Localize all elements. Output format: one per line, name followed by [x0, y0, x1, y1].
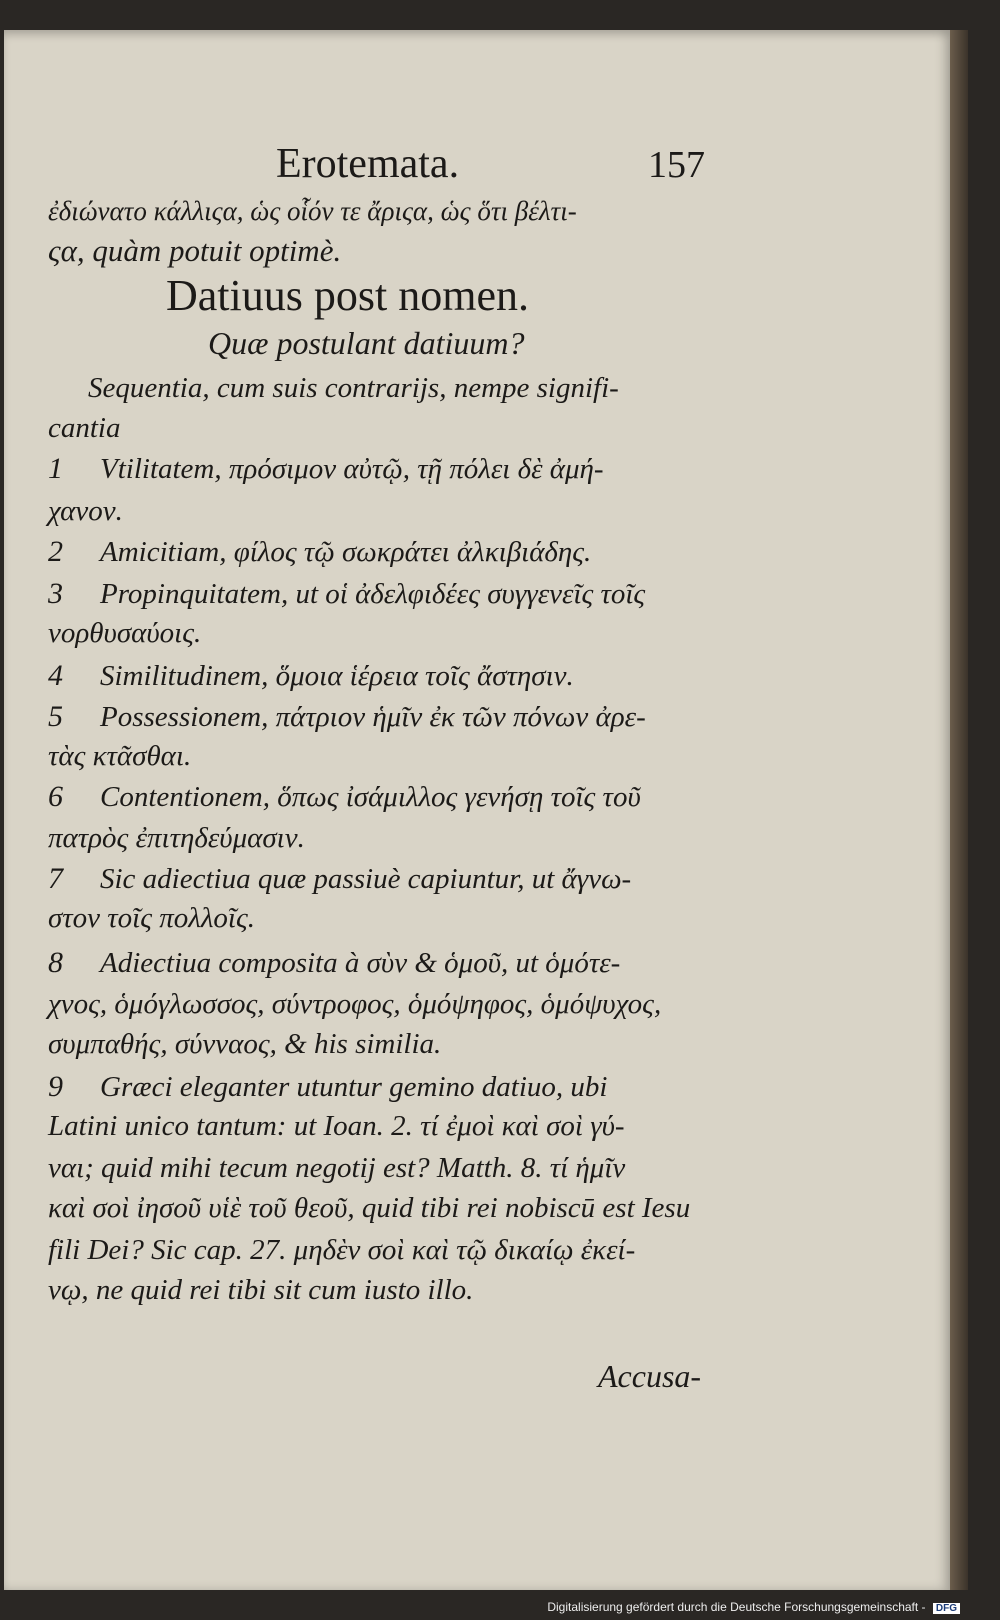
body-line	[48, 946, 620, 980]
body-line	[48, 1070, 607, 1104]
body-line	[48, 659, 574, 693]
body-line	[48, 577, 645, 611]
body-line	[48, 495, 123, 528]
body-line	[48, 988, 661, 1021]
body-line	[48, 617, 201, 650]
footer-credit	[547, 1600, 960, 1614]
item-number: 2	[48, 535, 63, 568]
running-header: Erotemata.	[276, 141, 460, 187]
page-edge	[950, 30, 968, 1590]
item-number: 8	[48, 946, 63, 979]
body-line-text: Similitudinem, ὅμοια ἱέρεια τοῖς ἄστησιν.	[100, 660, 574, 692]
body-line-text: νῳ, ne quid rei tibi sit cum iusto illo.	[48, 1274, 474, 1306]
body-line	[48, 1152, 625, 1185]
body-line-text: χνος, ὁμόγλωσσος, σύντροφος, ὁμόψηφος, ὁμόψυχος,	[48, 988, 662, 1020]
text-line: ςα, quàm potuit optimè.	[48, 233, 342, 268]
body-line	[48, 1028, 441, 1061]
item-number: 7	[48, 862, 63, 895]
body-line-text: πατρὸς ἐπιτηδεύμασιν.	[48, 822, 305, 854]
body-line-text: cantia	[48, 412, 121, 444]
body-line	[48, 740, 191, 773]
body-line-text: τὰς κτᾶσθαι.	[48, 740, 192, 772]
body-line-text: Græci eleganter utuntur gemino datiuo, ubi	[100, 1071, 608, 1103]
body-line	[48, 700, 646, 734]
body-line-text: Possessionem, πάτριον ἡμῖν ἐκ τῶν πόνων ἀρε-	[100, 701, 646, 733]
body-line	[48, 412, 121, 445]
body-line	[48, 902, 255, 935]
body-line-text: Sequentia, cum suis contrarijs, nempe signifi-	[88, 372, 619, 404]
dfg-logo: DFG	[933, 1603, 960, 1614]
body-line-text: Vtilitatem, πρόσιμον αὐτῷ, τῇ πόλει δὲ ἀμή-	[100, 453, 604, 485]
body-line-text: συμπαθής, σύνναος, & his similia.	[48, 1028, 442, 1060]
body-line	[48, 535, 591, 569]
body-line-text: Propinquitatem, ut οἱ ἀδελφιδέες συγγενεῖς τοῖς	[100, 578, 646, 610]
item-number: 6	[48, 780, 63, 813]
body-line-text: fili Dei? Sic cap. 27. μηδὲν σοὶ καὶ τῷ δικαίῳ ἐκεί-	[48, 1234, 636, 1266]
body-line	[48, 822, 305, 855]
body-line	[48, 1234, 635, 1267]
body-line	[48, 780, 641, 814]
body-line-text: στον τοῖς πολλοῖς.	[48, 902, 255, 934]
item-number: 1	[48, 452, 63, 485]
text-line: ἐδιώνατο κάλλιςα, ὡς οἷόν τε ἄριςα, ὡς ὅτι βέλτι-	[48, 196, 577, 226]
body-line	[88, 372, 619, 405]
item-number: 3	[48, 577, 63, 610]
body-line-text: Sic adiectiua quæ passiuè capiuntur, ut ἄγνω-	[100, 863, 632, 895]
body-line	[48, 862, 631, 896]
body-line-text: Amicitiam, φίλος τῷ σωκράτει ἀλκιβιάδης.	[100, 536, 592, 568]
item-number: 9	[48, 1070, 63, 1103]
body-line-text: Adiectiua composita à σὺν & ὁμοῦ, ut ὁμότε-	[100, 947, 621, 979]
body-line	[48, 452, 604, 486]
item-number: 5	[48, 700, 63, 733]
footer-text: Digitalisierung gefördert durch die Deutsche Forschungsgemeinschaft -	[547, 1600, 926, 1614]
item-number: 4	[48, 659, 63, 692]
section-question: Quæ postulant datiuum?	[208, 325, 525, 361]
body-line-text: καὶ σοὶ ἰησοῦ υἱὲ τοῦ θεοῦ, quid tibi rei nobiscū est Iesu	[48, 1192, 691, 1224]
page-number: 157	[648, 144, 705, 186]
body-line-text: Contentionem, ὅπως ἰσάμιλλος γενήσῃ τοῖς τοῦ	[100, 781, 641, 813]
body-line-text: ναι; quid mihi tecum negotij est? Matth. 8. τί ἡμῖν	[48, 1152, 626, 1184]
body-line-text: χανον.	[48, 495, 123, 527]
section-heading: Datiuus post nomen.	[166, 271, 529, 320]
body-line-text: Latini unico tantum: ut Ioan. 2. τί ἐμοὶ καὶ σοὶ γύ-	[48, 1110, 625, 1142]
body-line-text: νορθυσαύοις.	[48, 617, 202, 649]
body-line	[48, 1192, 690, 1225]
body-line	[48, 1110, 625, 1143]
body-line	[48, 1274, 473, 1307]
catchword: Accusa-	[598, 1358, 702, 1394]
